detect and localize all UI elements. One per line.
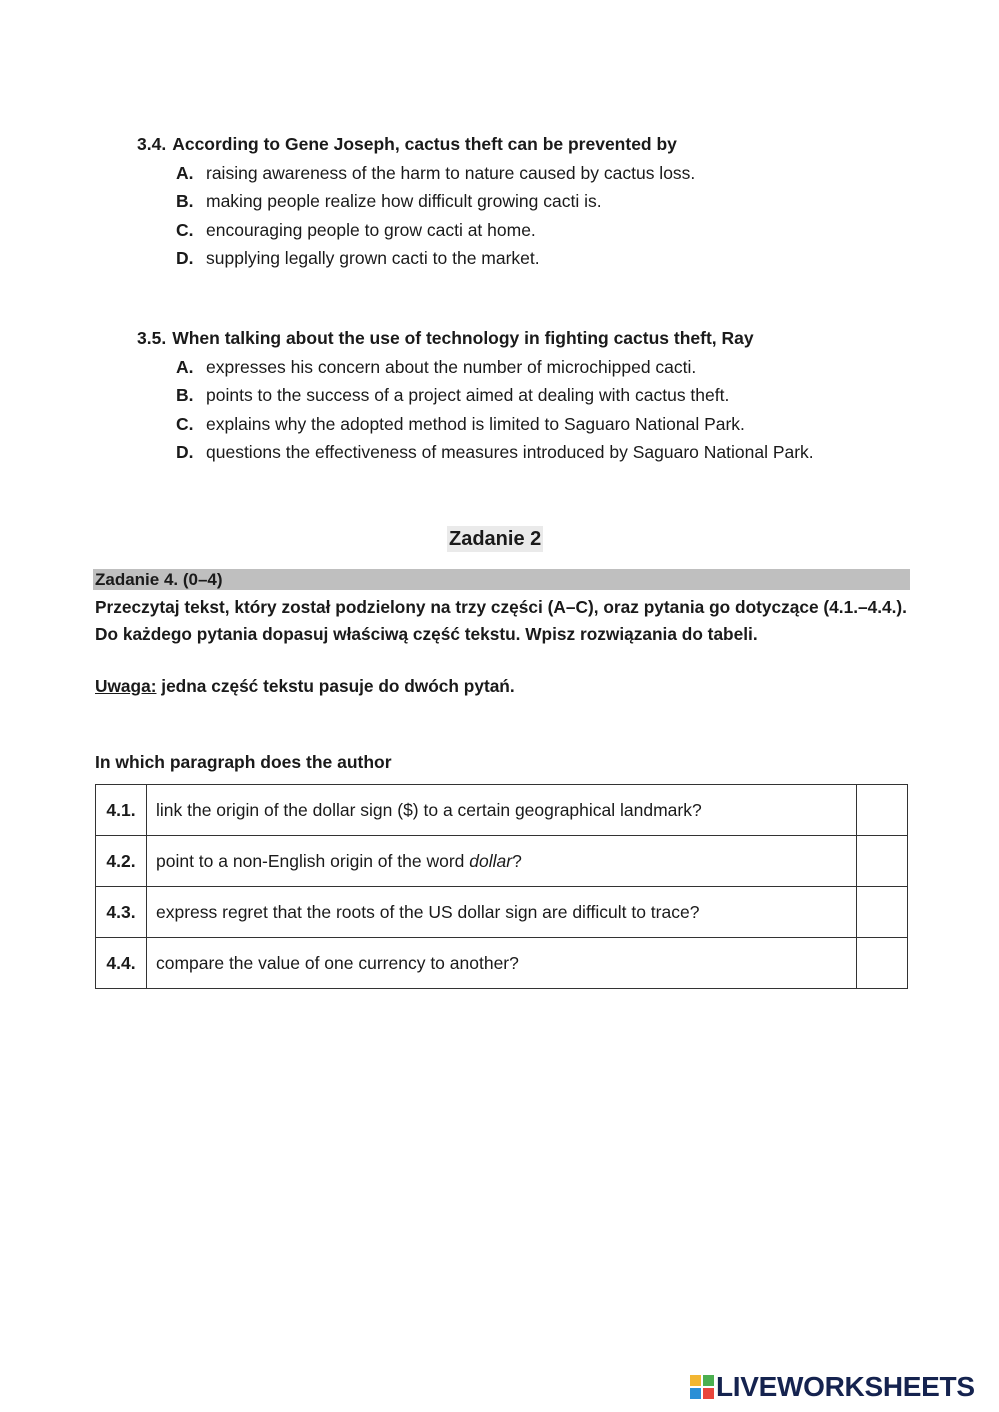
option-a: A. raising awareness of the harm to nature caused by cactus loss. [176, 162, 696, 183]
table-row [96, 938, 908, 989]
option-b: B. making people realize how difficult growing cacti is. [176, 191, 602, 212]
question-3-5 [137, 327, 917, 463]
section-title: Zadanie 2 [449, 528, 542, 550]
option-d: D. questions the effectiveness of measures introduced by Saguaro National Park. [176, 442, 814, 463]
answer-cell[interactable] [857, 887, 908, 938]
table-row [96, 785, 908, 836]
option-d: D. supplying legally grown cacti to the market. [176, 248, 540, 269]
logo-mark-icon [690, 1375, 714, 1399]
table-row [96, 836, 908, 887]
question-number: 3.5. [137, 328, 167, 348]
note-label: Uwaga: [95, 676, 157, 696]
matching-table [95, 784, 908, 989]
row-number: 4.2. [96, 836, 147, 887]
note-text: jedna część tekstu pasuje do dwóch pytań. [156, 676, 515, 696]
option-c: C. encouraging people to grow cacti at home. [176, 219, 536, 240]
table-subheading: In which paragraph does the author [95, 752, 392, 772]
task-header: Zadanie 4. (0–4) [93, 569, 910, 590]
task-note [95, 673, 515, 699]
row-number: 4.4. [96, 938, 147, 989]
answer-cell[interactable] [857, 938, 908, 989]
row-question: point to a non-English origin of the word dollar? [147, 836, 857, 887]
row-question: compare the value of one currency to another? [147, 938, 857, 989]
row-number: 4.1. [96, 785, 147, 836]
answer-cell[interactable] [857, 785, 908, 836]
table-row [96, 887, 908, 938]
row-number: 4.3. [96, 887, 147, 938]
liveworksheets-logo [690, 1372, 975, 1402]
option-a: A. expresses his concern about the number of microchipped cacti. [176, 356, 697, 377]
question-text: According to Gene Joseph, cactus theft can be prevented by [172, 134, 677, 154]
task-instructions: Przeczytaj tekst, który został podzielony na trzy części (A–C), oraz pytania go dotyczące (4.1.–4.4.). Do każdego pytania dopasuj właściwą część tekstu. Wpisz rozwiązania do tabeli. [95, 597, 907, 644]
option-c: C. explains why the adopted method is limited to Saguaro National Park. [176, 413, 745, 434]
logo-text: LIVEWORKSHEETS [716, 1371, 975, 1402]
answer-cell[interactable] [857, 836, 908, 887]
row-question: express regret that the roots of the US dollar sign are difficult to trace? [147, 887, 857, 938]
row-question: link the origin of the dollar sign ($) to a certain geographical landmark? [147, 785, 857, 836]
option-b: B. points to the success of a project aimed at dealing with cactus theft. [176, 385, 730, 406]
question-title [137, 133, 917, 155]
question-3-4 [137, 133, 917, 269]
question-text: When talking about the use of technology in fighting cactus theft, Ray [172, 328, 754, 348]
question-number: 3.4. [137, 134, 167, 154]
question-title [137, 327, 917, 349]
